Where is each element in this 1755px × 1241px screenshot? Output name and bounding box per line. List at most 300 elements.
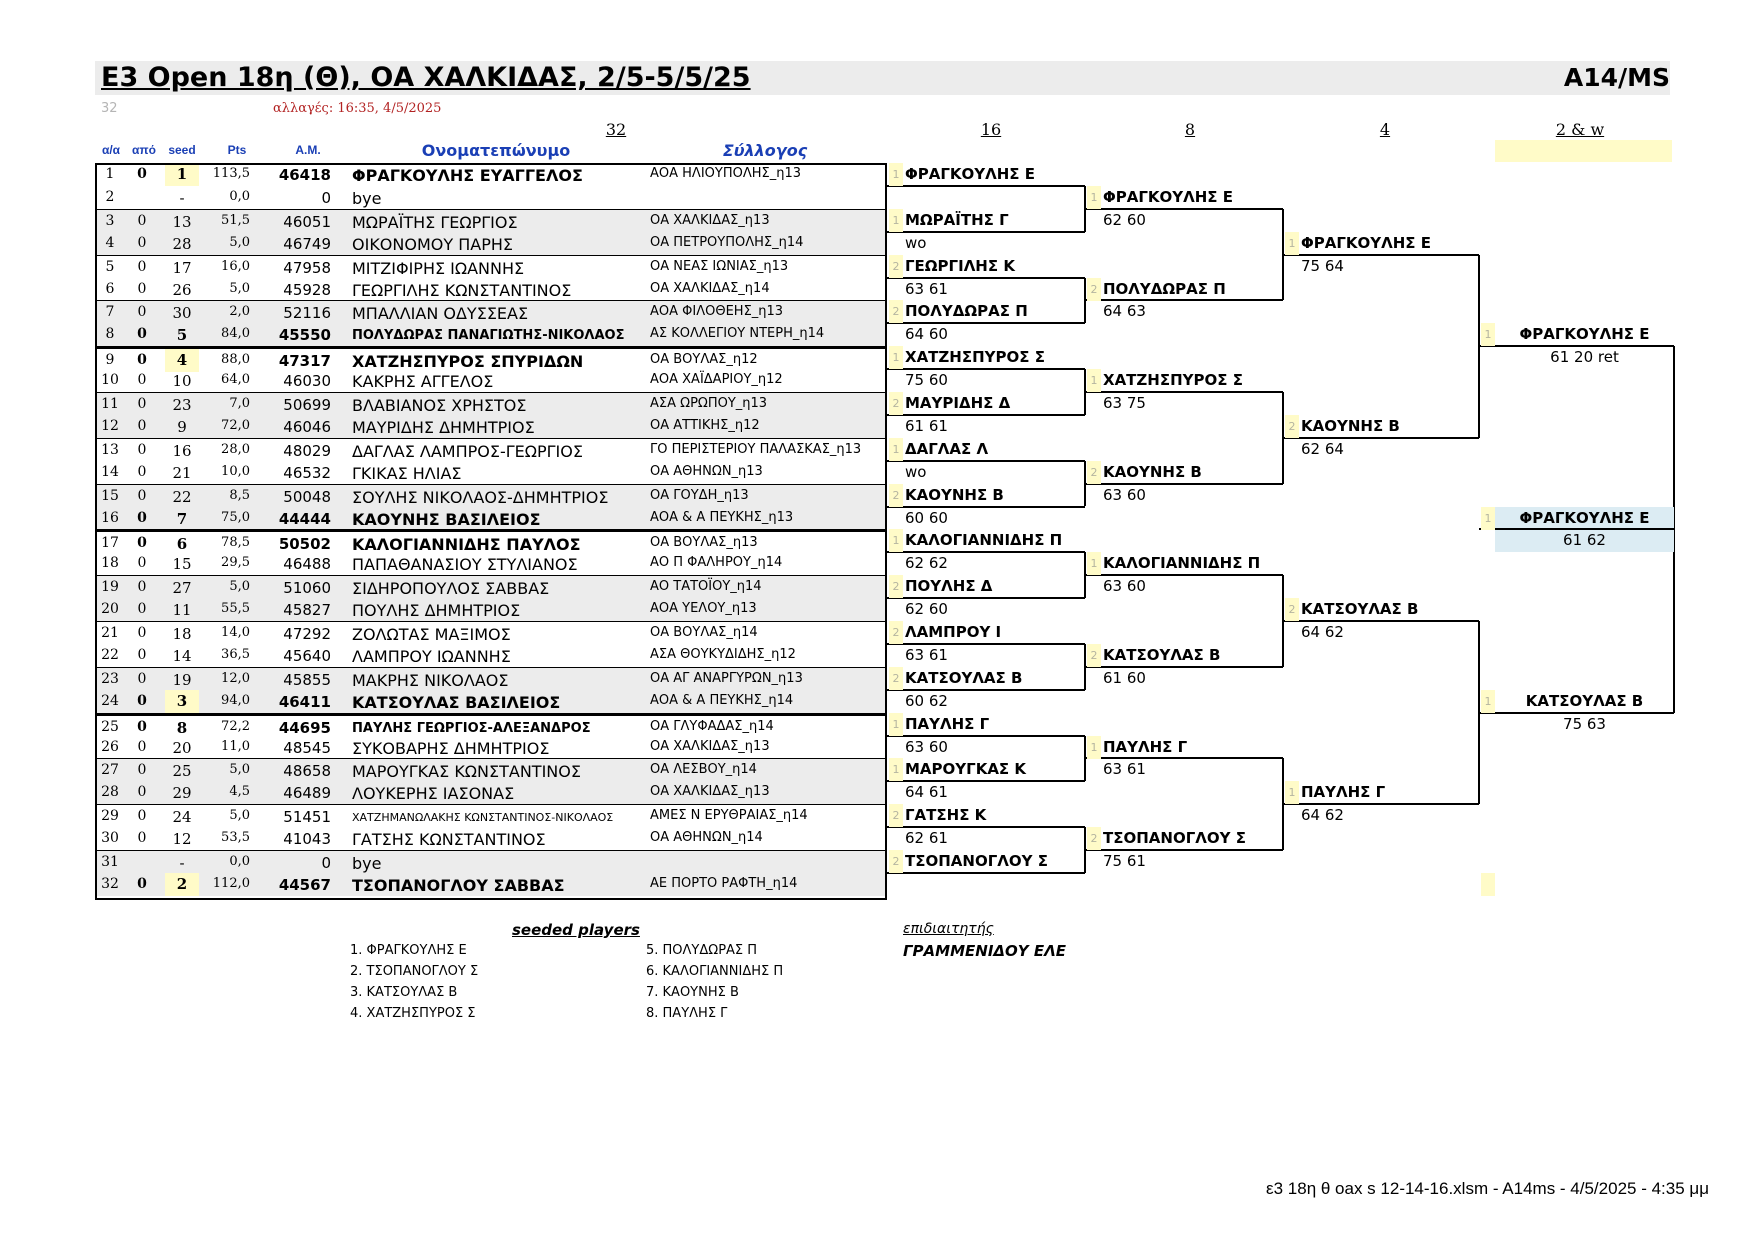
cell-pts: 113,5	[212, 166, 250, 181]
cell-am: 50048	[283, 487, 331, 506]
winner-slot-marker: 1	[1481, 507, 1495, 530]
bracket-winner: ΚΑΟΥΝΗΣ Β	[905, 485, 1004, 504]
bracket-winner: ΚΑΟΥΝΗΣ Β	[1301, 416, 1400, 435]
winner-slot-marker: 2	[889, 300, 903, 323]
winner-slot-marker: 2	[889, 484, 903, 507]
bracket-winner: ΜΑΡΟΥΓΚΑΣ Κ	[905, 760, 1027, 779]
cell-name: ΓΚΙΚΑΣ ΗΛΙΑΣ	[352, 463, 462, 483]
match-score: 61 61	[905, 416, 948, 435]
winner-slot-marker: 1	[1087, 736, 1101, 759]
finalist-name: ΚΑΤΣΟΥΛΑΣ Β	[1525, 691, 1644, 710]
cell-seed: 10	[172, 372, 192, 391]
bracket-winner: ΤΣΟΠΑΝΟΓΛΟΥ Σ	[905, 852, 1048, 870]
bracket-line	[1085, 208, 1283, 210]
cell-name: ΜΙΤΖΙΦΙΡΗΣ ΙΩΑΝΝΗΣ	[352, 258, 525, 278]
cell-seed: 7	[176, 509, 188, 528]
match-score: 63 61	[1103, 760, 1146, 779]
cell-n: 1	[105, 166, 115, 182]
bracket-line	[887, 506, 1085, 508]
cell-am: 48658	[283, 762, 331, 781]
winner-slot-marker: 2	[889, 255, 903, 278]
winner-slot-marker: 1	[889, 163, 903, 186]
bracket-line	[1479, 528, 1674, 530]
match-score: 64 63	[1103, 302, 1146, 321]
bracket-winner: ΦΡΑΓΚΟΥΛΗΣ Ε	[1301, 233, 1432, 252]
cell-pts: 7,0	[229, 396, 250, 411]
cell-am: 44695	[278, 718, 331, 737]
match-score: 62 64	[1301, 439, 1344, 458]
cell-club: ΑΟΑ ΦΙΛΟΘΕΗΣ_η13	[650, 304, 784, 320]
cell-n: 10	[101, 372, 119, 389]
bracket-line	[887, 735, 1085, 737]
col-header-apo: από	[132, 143, 156, 157]
bracket-line	[1085, 483, 1283, 485]
bracket-line	[1085, 299, 1283, 301]
match-score: 64 62	[1301, 623, 1344, 641]
cell-seed: 20	[172, 738, 192, 757]
cell-seed: 14	[172, 646, 192, 665]
bracket-winner: ΚΑΤΣΟΥΛΑΣ Β	[1301, 600, 1419, 619]
cell-n: 23	[101, 670, 119, 687]
cell-apo: 0	[137, 808, 147, 825]
cell-n: 24	[101, 692, 119, 709]
match-score: 63 61	[905, 645, 948, 664]
cell-seed: 28	[172, 234, 192, 253]
cell-club: ΟΑ ΑΘΗΝΩΝ_η13	[650, 463, 763, 479]
bracket-winner: ΧΑΤΖΗΣΠΥΡΟΣ Σ	[1103, 371, 1243, 390]
bracket-line	[887, 231, 1085, 233]
cell-name: ΠΑΥΛΗΣ ΓΕΩΡΓΙΟΣ-ΑΛΕΞΑΝΔΡΟΣ	[352, 720, 591, 736]
cell-pts: 36,5	[221, 646, 250, 662]
cell-apo: 0	[137, 234, 147, 251]
cell-apo: 0	[137, 555, 147, 572]
cell-n: 4	[105, 234, 115, 251]
match-score: 63 61	[905, 279, 948, 298]
cell-club: ΑΣ ΚΟΛΛΕΓΙΟΥ ΝΤΕΡΗ_η14	[650, 326, 825, 342]
empty-slot-marker	[1481, 873, 1495, 896]
cell-pts: 53,5	[221, 830, 250, 846]
finalist-name: ΦΡΑΓΚΟΥΛΗΣ Ε	[1519, 325, 1650, 344]
cell-pts: 72,0	[221, 417, 250, 433]
referee-label: επιδιαιτητής	[903, 921, 994, 937]
cell-am: 46749	[283, 234, 331, 253]
round-label-final: 2 & w	[1555, 120, 1605, 139]
champion-score: 61 62	[1563, 531, 1606, 550]
cell-am: 45827	[283, 601, 331, 620]
cell-club: ΟΑ ΝΕΑΣ ΙΩΝΙΑΣ_η13	[650, 258, 789, 274]
seeded-title: seeded players	[512, 921, 640, 939]
bracket-line	[887, 322, 1085, 324]
bracket-winner: ΜΑΥΡΙΔΗΣ Δ	[905, 394, 1011, 412]
cell-pts: 88,0	[221, 352, 250, 368]
match-score: 60 60	[905, 508, 948, 527]
bracket-winner: ΛΑΜΠΡΟΥ Ι	[905, 623, 1002, 641]
bracket-line	[887, 597, 1085, 599]
cell-n: 2	[105, 188, 115, 205]
seeded-item: 5. ΠΟΛΥΔΩΡΑΣ Π	[646, 943, 758, 958]
cell-seed: 17	[172, 258, 192, 277]
winner-slot-marker: 1	[1285, 781, 1299, 804]
cell-name: ΚΑΚΡΗΣ ΑΓΓΕΛΟΣ	[352, 372, 494, 392]
match-score: 75 61	[1103, 852, 1146, 870]
cell-pts: 28,0	[221, 441, 250, 457]
winner-slot-marker: 2	[889, 667, 903, 690]
page-title: Ε3 Open 18η (Θ), ΟΑ ΧΑΛΚΙΔΑΣ, 2/5-5/5/25	[101, 62, 751, 93]
cell-n: 18	[101, 555, 119, 572]
bracket-line	[887, 414, 1085, 416]
cell-pts: 75,0	[221, 509, 250, 525]
cell-pts: 5,0	[229, 579, 250, 595]
cell-apo: 0	[137, 601, 147, 618]
bracket-winner: ΠΟΛΥΔΩΡΑΣ Π	[1103, 279, 1226, 298]
cell-am: 0	[321, 854, 331, 872]
cell-apo: 0	[137, 396, 147, 412]
cell-club: ΟΑ ΧΑΛΚΙΔΑΣ_η13	[650, 738, 770, 754]
cell-name: ΠΟΛΥΔΩΡΑΣ ΠΑΝΑΓΙΩΤΗΣ-ΝΙΚΟΛΑΟΣ	[352, 328, 625, 344]
bracket-line	[1085, 849, 1283, 851]
cell-seed: 4	[165, 349, 199, 372]
cell-name: ΚΑΟΥΝΗΣ ΒΑΣΙΛΕΙΟΣ	[352, 509, 541, 529]
cell-seed: 1	[165, 163, 199, 186]
cell-pts: 55,5	[221, 601, 250, 617]
bracket-winner: ΤΣΟΠΑΝΟΓΛΟΥ Σ	[1103, 829, 1246, 848]
bracket-line	[887, 277, 1085, 279]
cell-apo: 0	[137, 646, 147, 663]
cell-name: ΚΑΤΣΟΥΛΑΣ ΒΑΣΙΛΕΙΟΣ	[352, 692, 561, 712]
champion-name: ΦΡΑΓΚΟΥΛΗΣ Ε	[1519, 508, 1650, 527]
cell-apo: 0	[137, 535, 147, 552]
bracket-winner: ΚΑΛΟΓΙΑΝΝΙΔΗΣ Π	[1103, 554, 1261, 573]
col-header-am: Α.Μ.	[295, 143, 321, 157]
cell-apo: 0	[137, 762, 147, 779]
cell-club: ΑΟ ΤΑΤΟΪΟΥ_η14	[650, 579, 762, 595]
col-header-num: α/α	[101, 143, 121, 157]
cell-name: ΜΑΡΟΥΓΚΑΣ ΚΩΝΣΤΑΝΤΙΝΟΣ	[352, 762, 581, 782]
cell-seed: 27	[172, 579, 192, 598]
match-score: 75 64	[1301, 256, 1344, 275]
cell-pts: 64,0	[221, 372, 250, 388]
cell-name: ΚΑΛΟΓΙΑΝΝΙΔΗΣ ΠΑΥΛΟΣ	[352, 535, 581, 555]
winner-slot-marker: 2	[1285, 415, 1299, 438]
seeded-item: 3. ΚΑΤΣΟΥΛΑΣ Β	[350, 985, 458, 1000]
draw-size: 32	[101, 101, 118, 116]
cell-club: ΟΑ ΛΕΣΒΟΥ_η14	[650, 762, 757, 778]
cell-seed: 9	[177, 417, 187, 436]
cell-name: ΜΩΡΑΪΤΗΣ ΓΕΩΡΓΙΟΣ	[352, 212, 518, 232]
match-score: 62 60	[1103, 210, 1146, 229]
match-score: 61 20 ret	[1550, 348, 1619, 367]
match-score: wo	[905, 462, 927, 481]
winner-slot-marker: 1	[1087, 369, 1101, 392]
cell-apo: 0	[137, 692, 147, 709]
cell-am: 45550	[278, 326, 331, 345]
cell-pts: 112,0	[212, 875, 250, 891]
cell-apo: 0	[137, 509, 147, 526]
cell-name: ΓΑΤΣΗΣ ΚΩΝΣΤΑΝΤΙΝΟΣ	[352, 830, 546, 850]
cell-n: 31	[101, 854, 119, 870]
final-header-highlight	[1495, 140, 1672, 162]
winner-slot-marker: 2	[889, 392, 903, 415]
bracket-winner: ΦΡΑΓΚΟΥΛΗΣ Ε	[1103, 187, 1234, 206]
winner-slot-marker: 2	[1087, 461, 1101, 484]
cell-apo: 0	[137, 326, 147, 343]
bracket-line	[1283, 437, 1479, 439]
cell-am: 48545	[283, 738, 331, 757]
match-score: 75 60	[905, 371, 948, 390]
bracket-winner: ΓΕΩΡΓΙΛΗΣ Κ	[905, 256, 1015, 275]
cell-seed: 21	[172, 463, 192, 482]
cell-apo: 0	[137, 738, 147, 755]
match-score: 75 63	[1563, 714, 1606, 733]
cell-pts: 5,0	[229, 234, 250, 250]
cell-seed: 23	[172, 396, 192, 414]
cell-n: 11	[101, 396, 119, 412]
cell-am: 46046	[283, 417, 331, 436]
cell-pts: 16,0	[221, 258, 250, 274]
cell-am: 50699	[283, 396, 331, 414]
cell-am: 46051	[283, 212, 331, 231]
cell-am: 51060	[283, 579, 331, 598]
cell-apo: 0	[137, 487, 147, 504]
cell-am: 46488	[283, 555, 331, 574]
seeded-item: 2. ΤΣΟΠΑΝΟΓΛΟΥ Σ	[350, 964, 479, 979]
cell-n: 27	[101, 762, 119, 779]
cell-apo: 0	[137, 304, 147, 321]
cell-pts: 72,2	[221, 718, 250, 734]
match-score: 61 60	[1103, 668, 1146, 687]
cell-am: 50502	[278, 535, 331, 554]
cell-am: 0	[321, 188, 331, 207]
cell-name: ΜΑΥΡΙΔΗΣ ΔΗΜΗΤΡΙΟΣ	[352, 417, 535, 437]
match-score: wo	[905, 233, 927, 252]
cell-name: ΜΑΚΡΗΣ ΝΙΚΟΛΑΟΣ	[352, 670, 509, 690]
cell-pts: 4,5	[229, 784, 250, 800]
cell-name: ΔΑΓΛΑΣ ΛΑΜΠΡΟΣ-ΓΕΩΡΓΙΟΣ	[352, 441, 583, 461]
referee-name: ΓΡΑΜΜΕΝΙΔΟΥ ΕΛΕ	[903, 942, 1066, 960]
bracket-line	[1479, 712, 1674, 714]
cell-seed: 25	[172, 762, 192, 781]
match-score: 63 60	[1103, 485, 1146, 504]
bracket-line	[1085, 666, 1283, 668]
cell-n: 22	[101, 646, 119, 663]
cell-apo: 0	[137, 830, 147, 847]
col-header-name: Ονοματεπώνυμο	[421, 141, 571, 160]
cell-apo: 0	[137, 579, 147, 596]
cell-n: 14	[101, 463, 119, 480]
cell-am: 47958	[283, 258, 331, 277]
cell-seed: 2	[165, 873, 199, 896]
cell-seed: 26	[172, 280, 192, 299]
bracket-line	[887, 368, 1085, 370]
winner-slot-marker: 2	[1087, 644, 1101, 667]
cell-pts: 84,0	[221, 326, 250, 342]
cell-pts: 0,0	[229, 188, 250, 204]
cell-seed: -	[179, 854, 185, 872]
bracket-winner: ΦΡΑΓΚΟΥΛΗΣ Ε	[905, 165, 1036, 183]
match-score: 63 60	[1103, 577, 1146, 596]
cell-apo: 0	[137, 352, 147, 369]
cell-club: ΟΑ ΧΑΛΚΙΔΑΣ_η14	[650, 280, 770, 296]
cell-name: ΣΙΔΗΡΟΠΟΥΛΟΣ ΣΑΒΒΑΣ	[352, 579, 550, 599]
cell-name: bye	[352, 854, 382, 873]
match-score: 60 62	[905, 691, 948, 710]
winner-slot-marker: 1	[1087, 186, 1101, 209]
cell-am: 45928	[283, 280, 331, 299]
cell-seed: 3	[165, 690, 199, 713]
bracket-winner: ΚΑΟΥΝΗΣ Β	[1103, 462, 1202, 481]
cell-n: 28	[101, 784, 119, 801]
bracket-winner: ΠΟΛΥΔΩΡΑΣ Π	[905, 302, 1028, 321]
cell-apo: 0	[137, 212, 147, 229]
cell-n: 19	[101, 579, 119, 596]
bracket-winner: ΠΟΥΛΗΣ Δ	[905, 577, 993, 596]
match-score: 62 60	[905, 600, 948, 619]
cell-club: ΑΣΑ ΘΟΥΚΥΔΙΔΗΣ_η12	[650, 646, 796, 662]
cell-apo: 0	[137, 670, 147, 687]
cell-name: ΛΑΜΠΡΟΥ ΙΩΑΝΝΗΣ	[352, 646, 511, 666]
cell-club: ΑΟΑ ΗΛΙΟΥΠΟΛΗΣ_η13	[650, 166, 801, 181]
winner-slot-marker: 1	[1087, 552, 1101, 575]
cell-n: 17	[101, 535, 119, 552]
cell-seed: 24	[172, 808, 192, 827]
cell-name: bye	[352, 188, 382, 208]
cell-am: 51451	[283, 808, 331, 827]
cell-seed: 16	[172, 441, 192, 460]
bracket-winner: ΧΑΤΖΗΣΠΥΡΟΣ Σ	[905, 348, 1045, 367]
cell-club: ΟΑ ΓΛΥΦΑΔΑΣ_η14	[650, 718, 774, 734]
seeded-item: 7. ΚΑΟΥΝΗΣ Β	[646, 985, 739, 1000]
cell-am: 46418	[278, 166, 331, 184]
cell-name: ΦΡΑΓΚΟΥΛΗΣ ΕΥΑΓΓΕΛΟΣ	[352, 166, 583, 185]
cell-pts: 5,0	[229, 280, 250, 296]
match-score: 64 62	[1301, 806, 1344, 825]
cell-pts: 29,5	[221, 555, 250, 571]
cell-n: 29	[101, 808, 119, 825]
cell-am: 52116	[283, 304, 331, 323]
match-score: 63 75	[1103, 394, 1146, 412]
cell-club: ΟΑ ΧΑΛΚΙΔΑΣ_η13	[650, 212, 770, 228]
cell-am: 45640	[283, 646, 331, 665]
bracket-winner: ΚΑΤΣΟΥΛΑΣ Β	[1103, 645, 1221, 664]
bracket-winner: ΚΑΛΟΓΙΑΝΝΙΔΗΣ Π	[905, 531, 1063, 550]
cell-am: 41043	[283, 830, 331, 849]
cell-pts: 78,5	[221, 535, 250, 551]
winner-slot-marker: 2	[889, 621, 903, 644]
cell-name: ΖΟΛΩΤΑΣ ΜΑΞΙΜΟΣ	[352, 625, 511, 644]
cell-name: ΧΑΤΖΗΜΑΝΩΛΑΚΗΣ ΚΩΝΣΤΑΝΤΙΝΟΣ-ΝΙΚΟΛΑΟΣ	[352, 811, 614, 825]
cell-seed: 22	[172, 487, 192, 506]
winner-slot-marker: 1	[1481, 690, 1495, 713]
cell-n: 8	[105, 326, 115, 343]
bracket-winner: ΠΑΥΛΗΣ Γ	[905, 714, 990, 733]
cell-name: ΓΕΩΡΓΙΛΗΣ ΚΩΝΣΤΑΝΤΙΝΟΣ	[352, 280, 572, 300]
winner-slot-marker: 1	[889, 713, 903, 736]
cell-club: ΑΟΑ & Α ΠΕΥΚΗΣ_η14	[650, 692, 794, 708]
cell-seed: 12	[172, 830, 192, 849]
category-label: A14/MS	[1563, 63, 1670, 92]
bracket-winner: ΔΑΓΛΑΣ Λ	[905, 439, 989, 458]
bracket-line	[1085, 391, 1283, 393]
cell-club: ΟΑ ΒΟΥΛΑΣ_η12	[650, 352, 758, 368]
cell-pts: 5,0	[229, 762, 250, 778]
round-label-32: 32	[605, 120, 627, 139]
cell-name: ΧΑΤΖΗΣΠΥΡΟΣ ΣΠΥΡΙΔΩΝ	[352, 352, 584, 372]
bracket-winner: ΠΑΥΛΗΣ Γ	[1301, 783, 1386, 802]
cell-seed: 11	[172, 601, 192, 620]
cell-name: ΤΣΟΠΑΝΟΓΛΟΥ ΣΑΒΒΑΣ	[352, 875, 565, 895]
cell-n: 9	[105, 352, 115, 369]
cell-pts: 12,0	[221, 670, 250, 686]
bracket-winner: ΓΑΤΣΗΣ Κ	[905, 806, 987, 825]
col-header-seed: seed	[168, 143, 196, 157]
cell-n: 30	[101, 830, 119, 847]
cell-n: 13	[101, 441, 119, 458]
cell-am: 47292	[283, 625, 331, 643]
cell-pts: 5,0	[229, 808, 250, 824]
cell-am: 45855	[283, 670, 331, 689]
cell-apo: 0	[137, 784, 147, 801]
cell-club: ΟΑ ΑΓ ΑΝΑΡΓΥΡΩΝ_η13	[650, 670, 803, 686]
cell-name: ΠΑΠΑΘΑΝΑΣΙΟΥ ΣΤΥΛΙΑΝΟΣ	[352, 555, 578, 575]
match-score: 62 62	[905, 554, 948, 573]
cell-apo: 0	[137, 372, 147, 389]
seeded-item: 6. ΚΑΛΟΓΙΑΝΝΙΔΗΣ Π	[646, 964, 784, 979]
winner-slot-marker: 2	[1087, 827, 1101, 850]
cell-seed: 5	[176, 326, 188, 345]
cell-apo: 0	[137, 280, 147, 297]
bracket-line	[887, 780, 1085, 782]
seeded-item: 8. ΠΑΥΛΗΣ Γ	[646, 1006, 728, 1021]
cell-n: 12	[101, 417, 119, 434]
cell-seed: 8	[176, 718, 188, 737]
cell-n: 5	[105, 258, 115, 275]
cell-name: ΣΟΥΛΗΣ ΝΙΚΟΛΑΟΣ-ΔΗΜΗΤΡΙΟΣ	[352, 487, 609, 507]
cell-club: ΑΕ ΠΟΡΤΟ ΡΑΦΤΗ_η14	[650, 875, 798, 891]
cell-club: ΟΑ ΧΑΛΚΙΔΑΣ_η13	[650, 784, 770, 800]
cell-name: ΜΠΑΛΛΙΑΝ ΟΔΥΣΣΕΑΣ	[352, 304, 529, 324]
cell-club: ΟΑ ΒΟΥΛΑΣ_η14	[650, 625, 758, 640]
seeded-item: 1. ΦΡΑΓΚΟΥΛΗΣ Ε	[350, 943, 467, 958]
bracket-line	[1479, 345, 1674, 347]
winner-slot-marker: 2	[1285, 598, 1299, 621]
bracket-line	[1283, 803, 1479, 805]
winner-slot-marker: 1	[889, 209, 903, 232]
cell-pts: 94,0	[221, 692, 250, 708]
cell-apo: 0	[137, 463, 147, 480]
cell-seed: 13	[172, 212, 192, 231]
winner-slot-marker: 1	[1481, 323, 1495, 346]
cell-apo: 0	[137, 166, 147, 182]
cell-am: 47317	[278, 352, 331, 371]
bracket-line	[887, 551, 1085, 553]
round-label-8: 8	[1184, 120, 1196, 139]
round-label-16: 16	[980, 120, 1002, 139]
winner-slot-marker: 1	[889, 438, 903, 461]
bracket-winner: ΚΑΤΣΟΥΛΑΣ Β	[905, 668, 1023, 687]
cell-club: ΑΣΑ ΩΡΩΠΟΥ_η13	[650, 396, 768, 411]
cell-n: 20	[101, 601, 119, 618]
bracket-line	[1085, 757, 1283, 759]
cell-club: ΟΑ ΑΤΤΙΚΗΣ_η12	[650, 417, 760, 433]
draw-frame	[95, 163, 887, 900]
cell-name: ΒΛΑΒΙΑΝΟΣ ΧΡΗΣΤΟΣ	[352, 396, 527, 415]
cell-seed: 29	[172, 784, 192, 803]
cell-am: 46532	[283, 463, 331, 482]
col-header-pts: Pts	[227, 143, 247, 157]
cell-pts: 2,0	[229, 304, 250, 320]
cell-am: 46489	[283, 784, 331, 803]
cell-name: ΟΙΚΟΝΟΜΟΥ ΠΑΡΗΣ	[352, 234, 513, 254]
